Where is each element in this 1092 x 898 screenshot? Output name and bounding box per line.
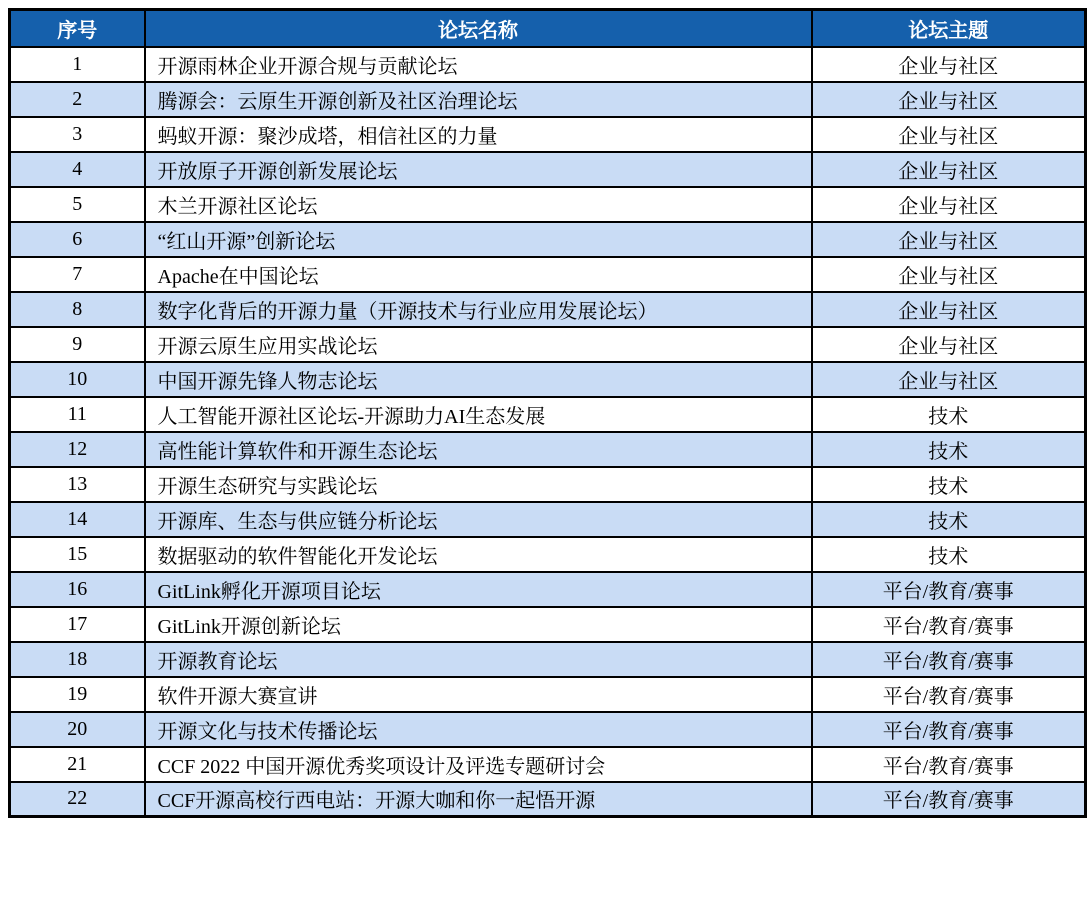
cell-name: 开源云原生应用实战论坛 xyxy=(145,327,812,362)
table-row xyxy=(10,642,1086,677)
cell-theme: 企业与社区 xyxy=(812,82,1086,117)
table-header xyxy=(10,10,1086,47)
cell-name: 开源文化与技术传播论坛 xyxy=(145,712,812,747)
cell-name: GitLink开源创新论坛 xyxy=(145,607,812,642)
table-row xyxy=(10,537,1086,572)
cell-theme: 企业与社区 xyxy=(812,292,1086,327)
cell-no: 3 xyxy=(10,117,145,152)
table-row xyxy=(10,327,1086,362)
cell-theme: 企业与社区 xyxy=(812,187,1086,222)
cell-no: 12 xyxy=(10,432,145,467)
cell-theme: 技术 xyxy=(812,397,1086,432)
cell-theme: 平台/教育/赛事 xyxy=(812,572,1086,607)
cell-name: GitLink孵化开源项目论坛 xyxy=(145,572,812,607)
cell-theme: 企业与社区 xyxy=(812,117,1086,152)
table-row xyxy=(10,607,1086,642)
cell-name: 开源雨林企业开源合规与贡献论坛 xyxy=(145,47,812,82)
cell-no: 16 xyxy=(10,572,145,607)
cell-theme: 平台/教育/赛事 xyxy=(812,642,1086,677)
cell-theme: 平台/教育/赛事 xyxy=(812,677,1086,712)
table-row xyxy=(10,572,1086,607)
cell-no: 9 xyxy=(10,327,145,362)
cell-name: 开源生态研究与实践论坛 xyxy=(145,467,812,502)
cell-no: 22 xyxy=(10,782,145,817)
cell-name: 数据驱动的软件智能化开发论坛 xyxy=(145,537,812,572)
table-row xyxy=(10,292,1086,327)
cell-name: 数字化背后的开源力量（开源技术与行业应用发展论坛） xyxy=(145,292,812,327)
cell-no: 4 xyxy=(10,152,145,187)
cell-theme: 企业与社区 xyxy=(812,222,1086,257)
cell-name: “红山开源”创新论坛 xyxy=(145,222,812,257)
cell-name: CCF开源高校行西电站：开源大咖和你一起悟开源 xyxy=(145,782,812,817)
cell-no: 11 xyxy=(10,397,145,432)
cell-name: 软件开源大赛宣讲 xyxy=(145,677,812,712)
table-row xyxy=(10,467,1086,502)
table-body xyxy=(10,47,1086,817)
cell-theme: 技术 xyxy=(812,432,1086,467)
cell-no: 8 xyxy=(10,292,145,327)
table-row xyxy=(10,257,1086,292)
cell-theme: 技术 xyxy=(812,537,1086,572)
cell-name: 开源库、生态与供应链分析论坛 xyxy=(145,502,812,537)
cell-no: 6 xyxy=(10,222,145,257)
cell-theme: 平台/教育/赛事 xyxy=(812,712,1086,747)
table-row xyxy=(10,152,1086,187)
cell-theme: 平台/教育/赛事 xyxy=(812,782,1086,817)
cell-theme: 企业与社区 xyxy=(812,362,1086,397)
header-cell-name: 论坛名称 xyxy=(145,10,812,47)
cell-theme: 企业与社区 xyxy=(812,152,1086,187)
cell-name: 开放原子开源创新发展论坛 xyxy=(145,152,812,187)
cell-theme: 平台/教育/赛事 xyxy=(812,747,1086,782)
cell-name: 人工智能开源社区论坛-开源助力AI生态发展 xyxy=(145,397,812,432)
cell-no: 20 xyxy=(10,712,145,747)
cell-name: 中国开源先锋人物志论坛 xyxy=(145,362,812,397)
header-cell-theme: 论坛主题 xyxy=(812,10,1086,47)
cell-name: 开源教育论坛 xyxy=(145,642,812,677)
cell-no: 5 xyxy=(10,187,145,222)
cell-name: 木兰开源社区论坛 xyxy=(145,187,812,222)
table-row xyxy=(10,222,1086,257)
cell-no: 17 xyxy=(10,607,145,642)
cell-no: 15 xyxy=(10,537,145,572)
table-row xyxy=(10,502,1086,537)
table-row xyxy=(10,747,1086,782)
table-row xyxy=(10,712,1086,747)
table-row xyxy=(10,117,1086,152)
cell-theme: 企业与社区 xyxy=(812,47,1086,82)
header-row xyxy=(10,10,1086,47)
cell-no: 18 xyxy=(10,642,145,677)
table-row xyxy=(10,782,1086,817)
cell-theme: 企业与社区 xyxy=(812,327,1086,362)
table-row xyxy=(10,187,1086,222)
table-row xyxy=(10,82,1086,117)
cell-no: 7 xyxy=(10,257,145,292)
cell-no: 10 xyxy=(10,362,145,397)
forum-table xyxy=(8,8,1087,818)
table-row xyxy=(10,362,1086,397)
cell-theme: 技术 xyxy=(812,502,1086,537)
cell-no: 14 xyxy=(10,502,145,537)
table-row xyxy=(10,432,1086,467)
table-row xyxy=(10,397,1086,432)
cell-no: 1 xyxy=(10,47,145,82)
table-row xyxy=(10,677,1086,712)
cell-no: 13 xyxy=(10,467,145,502)
cell-theme: 平台/教育/赛事 xyxy=(812,607,1086,642)
cell-no: 2 xyxy=(10,82,145,117)
cell-name: 腾源会：云原生开源创新及社区治理论坛 xyxy=(145,82,812,117)
cell-no: 21 xyxy=(10,747,145,782)
header-cell-no: 序号 xyxy=(10,10,145,47)
cell-theme: 技术 xyxy=(812,467,1086,502)
table-row xyxy=(10,47,1086,82)
cell-name: CCF 2022 中国开源优秀奖项设计及评选专题研讨会 xyxy=(145,747,812,782)
cell-theme: 企业与社区 xyxy=(812,257,1086,292)
cell-no: 19 xyxy=(10,677,145,712)
cell-name: Apache在中国论坛 xyxy=(145,257,812,292)
cell-name: 高性能计算软件和开源生态论坛 xyxy=(145,432,812,467)
cell-name: 蚂蚁开源：聚沙成塔，相信社区的力量 xyxy=(145,117,812,152)
